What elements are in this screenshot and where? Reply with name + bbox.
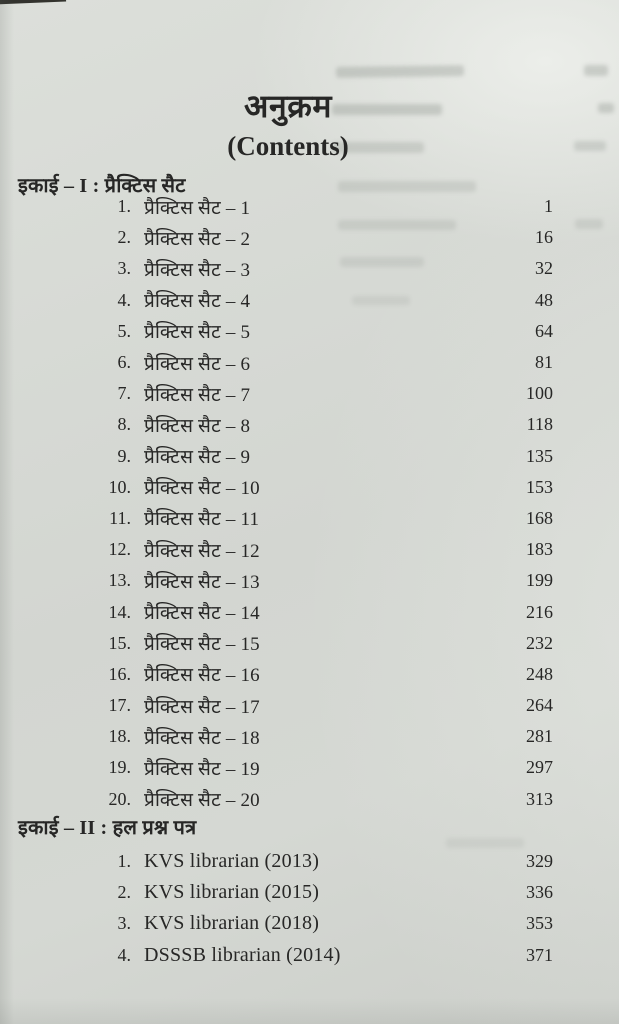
section-1-header: इकाई – I : प्रैक्टिस सैट (18, 175, 186, 197)
item-page-number: 168 (526, 507, 553, 528)
showthrough-mark (598, 103, 614, 113)
item-number: 9. (117, 445, 131, 466)
item-title: प्रैक्टिस सैट – 15 (144, 634, 260, 656)
item-title: प्रैक्टिस सैट – 8 (144, 415, 251, 437)
item-page-number: 100 (526, 383, 553, 404)
item-title: प्रैक्टिस सैट – 11 (144, 509, 260, 531)
toc-row (0, 472, 619, 503)
item-page-number: 48 (535, 289, 553, 310)
item-number: 12. (108, 539, 131, 560)
item-title: प्रैक्टिस सैट – 7 (144, 384, 251, 406)
toc-row (0, 721, 619, 752)
toc-row (0, 940, 619, 971)
toc-row (0, 191, 619, 222)
toc-row (0, 908, 619, 939)
item-page-number: 153 (526, 476, 553, 497)
item-title: प्रैक्टिस सैट – 12 (144, 540, 260, 562)
item-number: 7. (117, 383, 131, 404)
item-number: 18. (108, 726, 131, 747)
showthrough-mark (574, 141, 606, 151)
toc-row (0, 503, 619, 534)
page-title-hindi: अनुक्रम (244, 88, 332, 124)
item-number: 1. (117, 196, 131, 217)
item-page-number: 1 (544, 196, 553, 217)
item-page-number: 118 (526, 414, 553, 435)
toc-row (0, 441, 619, 472)
item-number: 4. (117, 289, 131, 310)
item-number: 4. (117, 944, 131, 965)
toc-row (0, 378, 619, 409)
toc-row (0, 222, 619, 253)
item-title: प्रैक्टिस सैट – 13 (144, 571, 260, 593)
item-number: 3. (117, 913, 131, 934)
item-number: 5. (117, 320, 131, 341)
item-page-number: 232 (526, 632, 553, 653)
item-title: प्रैक्टिस सैट – 18 (144, 727, 260, 749)
item-number: 20. (108, 788, 131, 809)
item-title: प्रैक्टिस सैट – 19 (144, 758, 260, 780)
toc-row (0, 347, 619, 378)
toc-row (0, 846, 619, 877)
item-page-number: 248 (526, 663, 553, 684)
item-number: 2. (117, 882, 131, 903)
item-page-number: 199 (526, 570, 553, 591)
item-title: DSSSB librarian (2014) (144, 943, 341, 966)
toc-row (0, 409, 619, 440)
item-title: प्रैक्टिस सैट – 6 (144, 353, 251, 375)
item-title: प्रैक्टिस सैट – 20 (144, 790, 260, 812)
item-title: प्रैक्टिस सैट – 1 (144, 197, 251, 219)
toc-row (0, 596, 619, 627)
toc-row (0, 285, 619, 316)
item-page-number: 135 (526, 445, 553, 466)
item-page-number: 281 (526, 726, 553, 747)
toc-row (0, 628, 619, 659)
toc-row (0, 316, 619, 347)
item-number: 13. (108, 570, 131, 591)
toc-row (0, 877, 619, 908)
item-number: 10. (108, 476, 131, 497)
toc-row (0, 752, 619, 783)
item-page-number: 81 (535, 352, 553, 373)
item-number: 14. (108, 601, 131, 622)
item-title: प्रैक्टिस सैट – 10 (144, 478, 260, 500)
item-page-number: 183 (526, 539, 553, 560)
section-2-toc-list (0, 846, 619, 971)
toc-row (0, 253, 619, 284)
item-page-number: 353 (526, 913, 553, 934)
toc-row (0, 690, 619, 721)
item-title: प्रैक्टिस सैट – 2 (144, 228, 251, 250)
item-page-number: 297 (526, 757, 553, 778)
item-title: प्रैक्टिस सैट – 17 (144, 696, 260, 718)
item-number: 8. (117, 414, 131, 435)
item-page-number: 64 (535, 320, 553, 341)
item-page-number: 336 (526, 882, 553, 903)
item-number: 17. (108, 695, 131, 716)
item-page-number: 264 (526, 695, 553, 716)
item-page-number: 216 (526, 601, 553, 622)
item-page-number: 371 (526, 944, 553, 965)
page-bottom-shadow (0, 998, 619, 1024)
showthrough-mark (336, 65, 464, 78)
item-number: 15. (108, 632, 131, 653)
item-title: KVS librarian (2015) (144, 881, 320, 904)
item-page-number: 16 (535, 227, 553, 248)
item-page-number: 32 (535, 258, 553, 279)
item-title: KVS librarian (2013) (144, 850, 320, 873)
section-2-header: इकाई – II : हल प्रश्न पत्र (18, 817, 197, 839)
item-title: प्रैक्टिस सैट – 9 (144, 447, 251, 469)
item-title: प्रैक्टिस सैट – 4 (144, 291, 251, 313)
showthrough-mark (584, 65, 608, 76)
item-number: 1. (117, 851, 131, 872)
item-title: प्रैक्टिस सैट – 14 (144, 603, 260, 625)
toc-row (0, 659, 619, 690)
item-title: प्रैक्टिस सैट – 3 (144, 259, 251, 281)
item-number: 3. (117, 258, 131, 279)
toc-row (0, 784, 619, 815)
item-page-number: 313 (526, 788, 553, 809)
item-number: 6. (117, 352, 131, 373)
item-number: 16. (108, 663, 131, 684)
toc-row (0, 565, 619, 596)
section-1-toc-list (0, 191, 619, 815)
item-page-number: 329 (526, 851, 553, 872)
page-title-english: (Contents) (227, 131, 349, 161)
item-title: प्रैक्टिस सैट – 16 (144, 665, 260, 687)
item-number: 11. (109, 507, 131, 528)
item-number: 19. (108, 757, 131, 778)
item-title: प्रैक्टिस सैट – 5 (144, 322, 251, 344)
item-title: KVS librarian (2018) (144, 912, 320, 935)
toc-row (0, 534, 619, 565)
item-number: 2. (117, 227, 131, 248)
